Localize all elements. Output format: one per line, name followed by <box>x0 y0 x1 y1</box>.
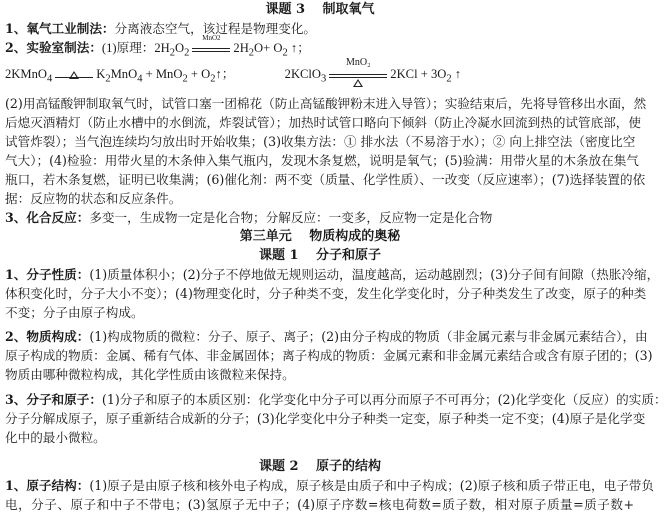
paragraph-line: 电，分子、原子和中子不带电；(3)氢原子无中子；(4)原子序数=核电荷数=质子数，相对原子质量=质子数+ <box>5 497 634 512</box>
substance-composition-line: 2、物质构成：(1)构成物质的微粒：分子、原子、离子；(2)由分子构成的物质（非金属元素与非金属元素结合），由 <box>5 329 648 344</box>
molecule-atom-heading: 3、分子和原子： <box>5 392 102 407</box>
heat-arrow <box>55 66 93 80</box>
industrial-method-line <box>5 21 634 37</box>
paragraph-line: 化中的最小微粒。 <box>5 430 106 445</box>
catalyst-heat-arrow: MnO₂ <box>329 66 387 80</box>
kclo3-equation: 2KClO$_3$ MnO₂ $2KCl + 3O_2$ ↑ <box>285 67 461 81</box>
h2o2-equation: (1)原理：$2H_2O_2$ MnO2 $2H_2O+ O_2$ ↑； <box>101 34 310 59</box>
atom-structure-line: 1、原子结构：(1)原子是由原子核和核外电子构成，原子核是由质子和中子构成；(2)原子核和质子带正电，电子带负 <box>5 478 654 493</box>
combination-reaction-text: 多变一，生成物一定是化合物；分解反应：一变多，反应物一定是化合物 <box>89 210 493 225</box>
lab-method-line <box>5 34 634 62</box>
section-title-1: 课题 1 分子和原子 <box>258 248 382 263</box>
industrial-method-text: 分离液态空气，该过程是物理变化。 <box>114 21 317 36</box>
paragraph-line: 原子构成的物质：金属、稀有气体、非金属固体；离子构成的物质：金属元素和非金属元素结合或含有原子团的；(3) <box>5 348 653 363</box>
paragraph-line: (2)用高锰酸钾制取氧气时，试管口塞一团棉花（防止高锰酸钾粉末进入导管）；实验结束后，先将导管移出水面，然 <box>5 96 647 111</box>
kmno4-equation: 2KMnO$_4$ $K_2MnO_4 + MnO_2$ + $O_2↑$； <box>5 67 235 85</box>
decomposition-equations <box>5 57 634 88</box>
paragraph-line: 物质由哪种微粒构成，其化学性质由该微粒来保持。 <box>5 367 295 382</box>
heat-triangle-icon <box>353 79 363 87</box>
combination-reaction-heading: 3、化合反应： <box>5 210 90 225</box>
atom-structure-heading: 1、原子结构： <box>5 478 90 493</box>
section-title-2: 课题 2 原子的结构 <box>258 459 382 474</box>
substance-composition-heading: 2、物质构成： <box>5 329 90 344</box>
section-title-3: 课题 3 制取氧气 <box>265 2 375 17</box>
combination-reaction-line <box>5 210 634 226</box>
paragraph-line: 体积变化时，分子大小不变）；(4)物理变化时，分子种类不变，发生化学变化时，分子种类发生了改变，原子的种类 <box>5 286 647 301</box>
paragraph-line: 气大）；(4)检验：用带火星的木条伸入集气瓶内，发现木条复燃，说明是氧气；(5)验满：用带火星的木条放在集气 <box>5 153 639 168</box>
paragraph-line: 分子分解成原子，原子重新结合成新的分子；(3)化学变化中分子种类一定变，原子种类一定不变；(4)原子是化学变 <box>5 411 646 426</box>
paragraph-line: 试管炸裂）；当气泡连续均匀放出时开始收集；(3)收集方法：① 排水法（不易溶于水）；② 向上排空法（密度比空 <box>5 134 636 149</box>
molecule-atom-line: 3、分子和原子：(1)分子和原子的本质区别：化学变化中分子可以再分而原子不可再分；(2)化学变化（反应）的实质： <box>5 392 667 407</box>
paragraph-line: 后熄灭酒精灯（防止水槽中的水倒流，炸裂试管）；加热时试管口略向下倾斜（防止冷凝水回流到热的试管底部，使 <box>5 115 641 130</box>
molecule-properties-heading: 1、分子性质： <box>5 267 90 282</box>
paragraph-line: 据：反应物的状态和反应条件。 <box>5 191 182 206</box>
lab-method-heading: 2、实验室制法： <box>5 40 102 55</box>
paragraph-line: 瓶口，若木条复燃，证明已收集满；(6)催化剂：两不变（质量、化学性质）、一改变（反应速率）；(7)选择装置的依 <box>5 172 646 187</box>
unit-title: 第三单元 物质构成的奥秘 <box>239 229 401 244</box>
industrial-method-heading: 1、氧气工业制法： <box>5 21 115 36</box>
catalyst-arrow: MnO2 <box>192 40 230 54</box>
paragraph-line: 不变；分子由原子构成。 <box>5 305 144 320</box>
molecule-properties-line: 1、分子性质：(1)质量体积小；(2)分子不停地做无规则运动，温度越高，运动越剧烈；(3)分子间有间隙（热胀冷缩， <box>5 267 660 282</box>
